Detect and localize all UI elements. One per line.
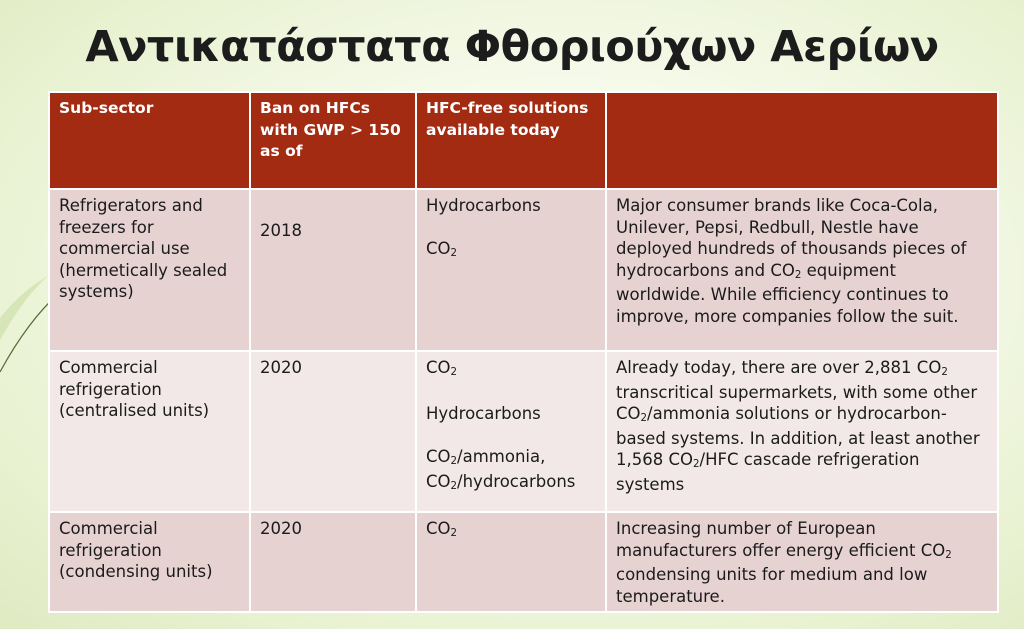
table-row xyxy=(49,189,998,351)
cell-ban-year: 2020 xyxy=(250,512,416,612)
solution-item: CO2/hydrocarbons xyxy=(426,471,576,492)
header-sub-sector: Sub-sector xyxy=(49,92,250,189)
hfc-alternatives-table xyxy=(48,91,999,613)
cell-solutions xyxy=(416,351,606,512)
header-notes xyxy=(606,92,998,189)
solution-item: CO2 xyxy=(426,519,458,539)
table-row xyxy=(49,351,998,512)
decorative-swoosh-leaf xyxy=(0,276,48,340)
cell-ban-year: 2018 xyxy=(250,189,416,351)
notes-paragraph: Already today, there are over 2,881 CO2 transcritical supermarkets, with some other CO2/ammonia solutions or hydrocarbon-based systems. In addition, at least another xyxy=(616,358,980,448)
cell-ban-year: 2020 xyxy=(250,351,416,512)
solution-item: Hydrocarbons xyxy=(426,196,541,215)
header-solutions: HFC-free solutions available today xyxy=(416,92,606,189)
notes-paragraph: 1,568 CO2/HFC cascade refrigeration systems xyxy=(616,450,920,494)
cell-solutions xyxy=(416,512,606,612)
cell-notes: Major consumer brands like Coca-Cola, Unilever, Pepsi, Redbull, Nestle have deployed hundreds of thousands pieces of hydrocarbons and CO2 equipment worldwide. While efficiency continues to improve, more companies follow the suit. xyxy=(606,189,998,351)
solution-item: CO2 xyxy=(426,239,458,259)
solution-item: CO2/ammonia, xyxy=(426,447,546,467)
cell-sub-sector: Refrigerators and freezers for commercial use (hermetically sealed systems) xyxy=(49,189,250,351)
table-row xyxy=(49,512,998,612)
solution-item: Hydrocarbons xyxy=(426,404,541,423)
cell-notes xyxy=(606,351,998,512)
slide-title: Αντικατάστατα Φθοριούχων Αερίων xyxy=(85,22,939,72)
cell-sub-sector: Commercial refrigeration (centralised units) xyxy=(49,351,250,512)
table-header-row xyxy=(49,92,998,189)
solution-item: CO2 xyxy=(426,358,458,378)
cell-solutions xyxy=(416,189,606,351)
cell-notes: Increasing number of European manufacturers offer energy efficient CO2 condensing units for medium and low temperature. xyxy=(606,512,998,612)
header-ban-year: Ban on HFCs with GWP > 150 as of xyxy=(250,92,416,189)
cell-sub-sector: Commercial refrigeration (condensing units) xyxy=(49,512,250,612)
